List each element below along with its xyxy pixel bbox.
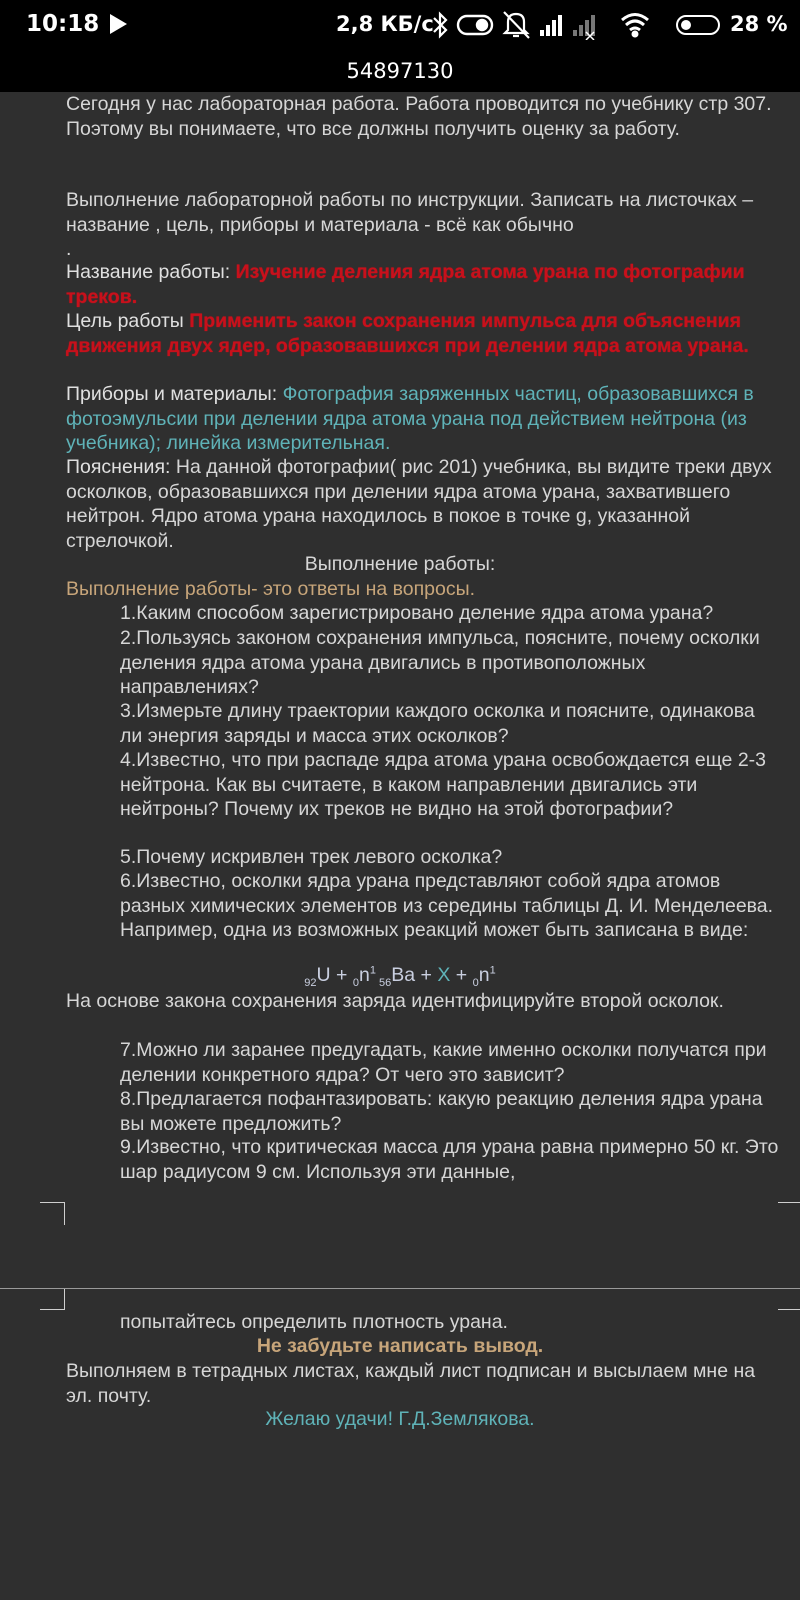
n2-symbol: n [478,964,490,986]
question-5: 5.Почему искривлен трек левого осколка? [120,846,503,868]
u-mass: 92 [304,976,317,989]
question-6-task: На основе закона сохранения заряда идентифицируйте второй осколок. [66,990,724,1012]
instructions-text: Выполнение лабораторной работы по инструкции. Записать на листочках – название , цель, приборы и материала - всё как обычно [66,189,754,236]
signal-weak-icon [573,15,595,40]
status-bar [0,0,800,50]
stray-dot: . [66,238,72,260]
n1-mass: 1 [369,964,376,977]
tools-value: Фотография заряженных частиц, образовавшихся в фотоэмульсии при делении ядра атома урана под действием нейтрона (из учебника); линейка измерительная. [66,383,754,454]
document-title: 54897130 [0,50,800,92]
battery-level [681,20,691,30]
battery-icon [676,15,720,35]
n2-charge: 0 [472,976,479,989]
submission-instructions: Выполняем в тетрадных листах, каждый лист подписан и высылаем мне на эл. почту. [66,1360,756,1407]
n2-mass: 1 [489,964,496,977]
network-speed: 2,8 КБ/с [336,12,434,36]
explanation-value: На данной фотографии( рис 201) учебника, вы видите треки двух осколков, образовавшихся при делении ядра атома урана, захватившего нейтрон. Ядро атома урана находилось в покое в точке g, указанной стрелочкой. [66,456,772,552]
work-name [66,260,778,309]
work-goal-label: Цель работы [66,310,184,332]
clock: 10:18 [26,11,100,37]
reminder: Не забудьте написать вывод. [256,1335,544,1357]
work-goal-value: Применить закон сохранения импульса для объяснения движения двух ядер, образовавшихся при делении ядра атома урана. [66,310,749,357]
toggle-icon [458,16,492,34]
execution-note: Выполнение работы- это ответы на вопросы. [66,578,476,600]
plus-sign: + [330,964,353,986]
battery-percent: 28 % [730,12,788,36]
signature: Желаю удачи! Г.Д.Землякова. [265,1408,535,1430]
crop-mark [778,1309,800,1311]
question-9-continued: попытайтесь определить плотность урана. [120,1311,508,1333]
work-name-value: Изучение деления ядра атома урана по фотографии треков. [66,261,745,308]
ba-charge: 56 [375,976,392,989]
plus-sign: + [415,964,438,986]
play-icon [110,14,127,34]
question-1: 1.Каким способом зарегистрировано деление ядра атома урана? [120,602,714,624]
u-symbol: U [316,964,331,986]
work-name-label: Название работы: [66,261,231,283]
question-2: 2.Пользуясь законом сохранения импульса, поясните, почему осколки деления ядра атома урана двигались в противоположных направлениях? [120,627,760,698]
bluetooth-icon [434,14,446,36]
tools-label: Приборы и материалы: [66,383,278,405]
question-9: 9.Известно, что критическая масса для урана равна примерно 50 кг. Это шар радиусом 9 см. Используя эти данные, [120,1136,779,1183]
explanation-label: Пояснения: [66,456,171,478]
crop-mark [40,1202,65,1225]
n1-charge: 0 [352,976,359,989]
reaction-formula [0,964,800,989]
question-7: 7.Можно ли заранее предугадать, какие именно осколки получатся при делении конкретного ядра? От чего это зависит? [120,1039,767,1086]
crop-mark [40,1289,65,1310]
tools [66,382,778,456]
wifi-icon [622,15,648,37]
ba-symbol: Ba [391,964,416,986]
crop-mark [778,1202,800,1204]
instructions-paragraph [66,188,778,262]
x-symbol: X [437,964,451,986]
execution-heading: Выполнение работы: [304,553,496,575]
n1-symbol: n [358,964,370,986]
question-4: 4.Известно, что при распаде ядра атома урана освобождается еще 2-3 нейтрона. Как вы считаете, в каком направлении двигались эти нейтроны? Почему их треков не видно на этой фотографии? [120,749,767,820]
explanation [66,455,778,553]
mute-icon [504,12,529,38]
status-icons [432,10,672,40]
question-3: 3.Измерьте длину траектории каждого осколка и поясните, одинакова ли энергия заряды и масса этих осколков? [120,700,755,747]
signal-icon [540,15,562,36]
plus-sign: + [450,964,473,986]
work-goal [66,309,778,358]
question-6: 6.Известно, осколки ядра урана представляют собой ядра атомов разных химических элементов из середины таблицы Д. И. Менделеева. Например, одна из возможных реакций может быть записана в виде: [120,870,774,941]
page-break-line [0,1288,800,1289]
intro-paragraph: Сегодня у нас лабораторная работа. Работа проводится по учебнику стр 307. Поэтому вы понимаете, что все должны получить оценку за работу. [66,93,772,140]
question-8: 8.Предлагается пофантазировать: какую реакцию деления ядра урана вы можете предложить? [120,1088,763,1135]
